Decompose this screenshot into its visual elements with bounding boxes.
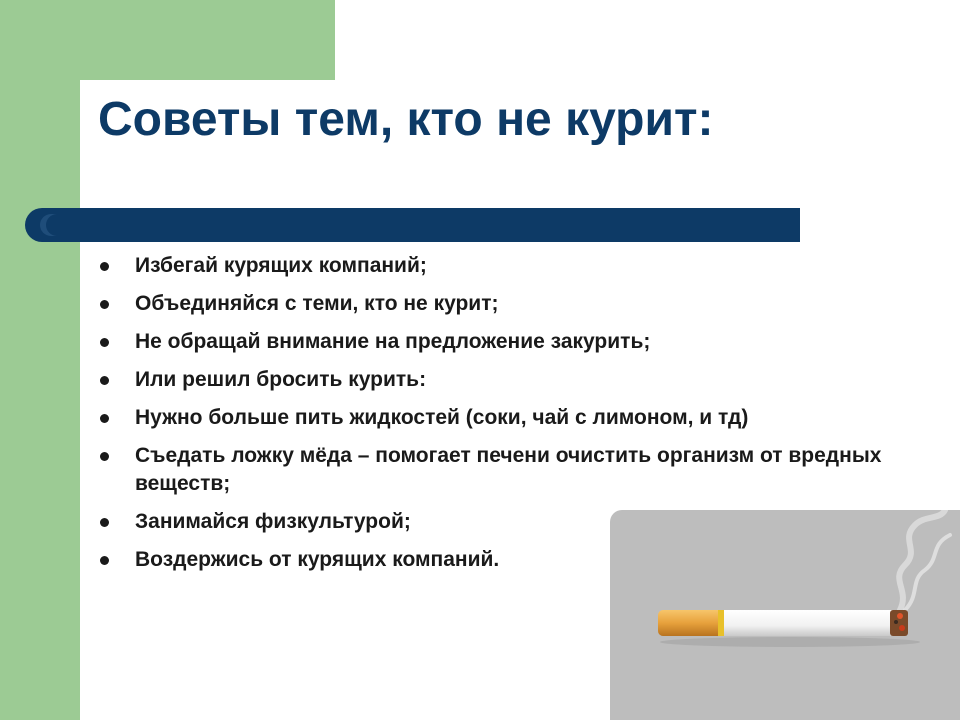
slide-title: Советы тем, кто не курит:	[98, 93, 714, 146]
bullet-text: Воздержись от курящих компаний.	[135, 548, 500, 571]
bullet-item	[98, 252, 898, 280]
bullet-item	[98, 404, 898, 432]
bullet-dot-icon	[100, 300, 109, 309]
bullet-text: Занимайся физкультурой;	[135, 510, 411, 533]
bullet-dot-icon	[100, 452, 109, 461]
bullet-text: Избегай курящих компаний;	[135, 254, 427, 277]
bullet-dot-icon	[100, 414, 109, 423]
title-divider-cap	[40, 214, 100, 236]
bullet-item	[98, 328, 898, 356]
bullet-text: Съедать ложку мёда – помогает печени очистить организм от вредных веществ;	[135, 444, 882, 495]
bullet-text: Или решил бросить курить:	[135, 368, 427, 391]
bullet-item	[98, 366, 898, 394]
bullet-dot-icon	[100, 556, 109, 565]
bullet-dot-icon	[100, 338, 109, 347]
bullet-item	[98, 442, 898, 498]
bullet-item	[98, 290, 898, 318]
bullet-text: Нужно больше пить жидкостей (соки, чай с лимоном, и тд)	[135, 406, 749, 429]
cigarette-image	[610, 510, 960, 720]
bullet-dot-icon	[100, 262, 109, 271]
cigarette-icon	[610, 510, 960, 720]
bullet-dot-icon	[100, 518, 109, 527]
bullet-text: Не обращай внимание на предложение закурить;	[135, 330, 651, 353]
green-side-band	[0, 0, 80, 720]
title-divider-bar	[25, 208, 800, 242]
bullet-text: Объединяйся с теми, кто не курит;	[135, 292, 499, 315]
bullet-dot-icon	[100, 376, 109, 385]
